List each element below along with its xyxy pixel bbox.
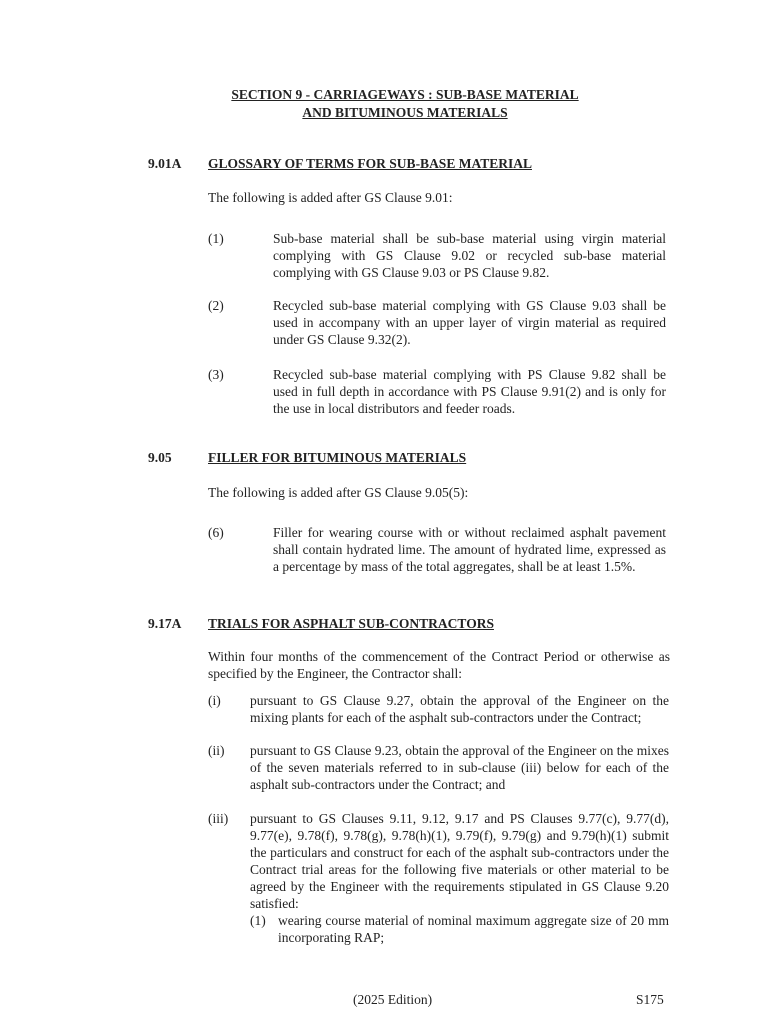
section-number: 9.01A — [148, 156, 182, 171]
section-number: 9.17A — [148, 616, 182, 631]
clause-label: (1) — [208, 231, 224, 246]
section-number: 9.05 — [148, 450, 172, 465]
page-number: S175 — [636, 992, 664, 1007]
clause-label: (3) — [208, 367, 224, 382]
section-heading: GLOSSARY OF TERMS FOR SUB-BASE MATERIAL — [208, 156, 532, 171]
section-intro: The following is added after GS Clause 9.05(5): — [208, 485, 469, 500]
clause-label: (iii) — [208, 811, 229, 826]
clause-text: pursuant to GS Clause 9.27, obtain the approval of the Engineer on the mixing plants for each of the asphalt sub-contractors under the Contract; — [250, 693, 669, 725]
section-intro: The following is added after GS Clause 9.01: — [208, 190, 453, 205]
clause-label: (2) — [208, 298, 224, 313]
clause-text: pursuant to GS Clause 9.23, obtain the approval of the Engineer on the mixes of the seven materials referred to in sub-clause (iii) below for each of the asphalt sub-contractors under the Contract; and — [250, 743, 669, 792]
footer-edition: (2025 Edition) — [353, 992, 433, 1007]
clause-label: (i) — [208, 693, 221, 708]
document-title-line-2: AND BITUMINOUS MATERIALS — [302, 105, 508, 120]
section-intro: Within four months of the commencement of the Contract Period or otherwise as specified by the Engineer, the Contractor shall: — [208, 649, 670, 681]
clause-text: Recycled sub-base material complying with PS Clause 9.82 shall be used in full depth in accordance with PS Clause 9.91(2) and is only for the use in local distributors and feeder roads. — [273, 367, 666, 416]
clause-text: Sub-base material shall be sub-base material using virgin material complying with GS Clause 9.02 or recycled sub-base material complying with GS Clause 9.03 or PS Clause 9.82. — [273, 231, 666, 280]
clause-text: Filler for wearing course with or without reclaimed asphalt pavement shall contain hydrated lime. The amount of hydrated lime, expressed as a percentage by mass of the total aggregates, shall be at least 1.5%. — [273, 525, 666, 574]
subclause-text: wearing course material of nominal maximum aggregate size of 20 mm incorporating RAP; — [278, 913, 669, 945]
clause-label: (6) — [208, 525, 224, 540]
section-heading: FILLER FOR BITUMINOUS MATERIALS — [208, 450, 467, 465]
clause-text: pursuant to GS Clauses 9.11, 9.12, 9.17 and PS Clauses 9.77(c), 9.77(d), 9.77(e), 9.78(f), 9.78(g), 9.78(h)(1), 9.79(f), 9.79(g) and 9.79(h)(1) submit the particulars and construct for each of the asphalt sub-contractors under the Contract trial areas for the following five materials or other material to be agreed by the Engineer with the requirements stipulated in GS Clause 9.20 satisfied: — [250, 811, 669, 911]
section-heading: TRIALS FOR ASPHALT SUB-CONTRACTORS — [208, 616, 494, 631]
subclause-label: (1) — [250, 913, 266, 928]
clause-label: (ii) — [208, 743, 225, 758]
document-title-line-1: SECTION 9 - CARRIAGEWAYS : SUB-BASE MATERIAL — [231, 87, 579, 102]
clause-text: Recycled sub-base material complying with GS Clause 9.03 shall be used in accompany with an upper layer of virgin material as required under GS Clause 9.32(2). — [273, 298, 666, 347]
